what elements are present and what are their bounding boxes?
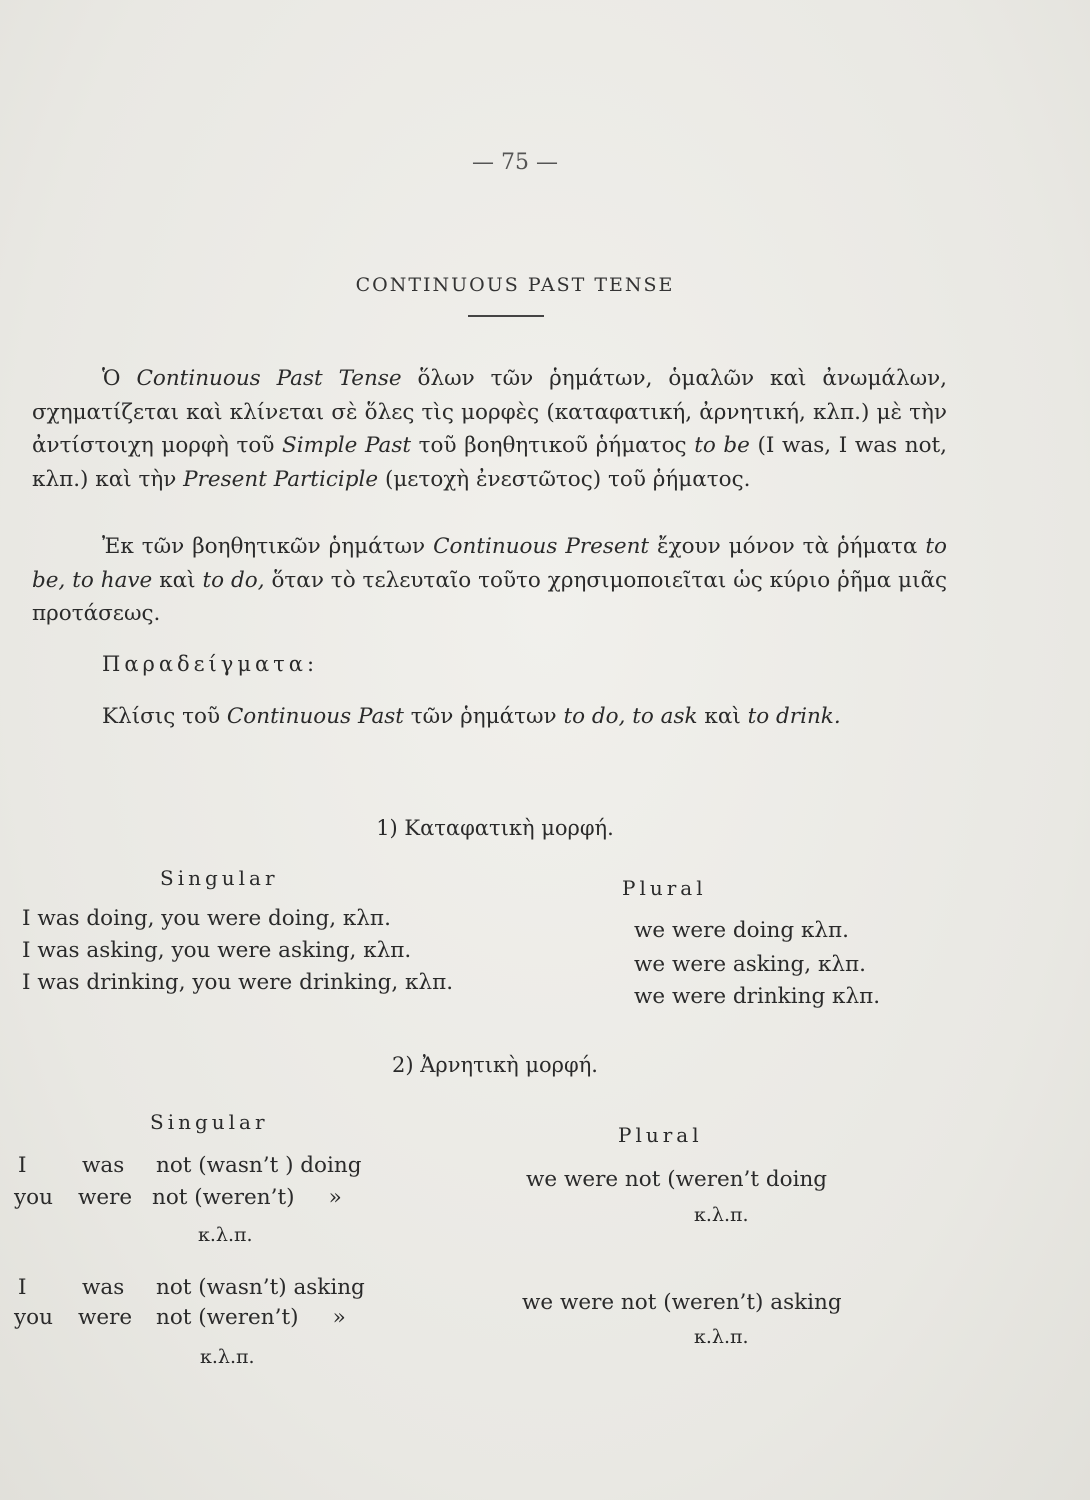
affirmative-plural-label: Plural xyxy=(622,876,707,900)
negative-singular-subject: I xyxy=(18,1275,27,1300)
term-continuous-past: Continuous Past xyxy=(226,704,404,729)
text-run: τοῦ βοηθητικοῦ ῥήματος xyxy=(411,433,695,458)
etc-note: κ.λ.π. xyxy=(198,1224,253,1246)
term-continuous-present: Continuous Present xyxy=(433,534,650,559)
term-to-drink: to drink. xyxy=(747,704,841,729)
affirmative-plural-row: we were asking, κλπ. xyxy=(634,952,866,977)
text-run: Κλίσις τοῦ xyxy=(102,704,227,729)
term-present-participle: Present Participle xyxy=(183,466,379,492)
section-title: CONTINUOUS PAST TENSE xyxy=(355,274,675,296)
text-run: καὶ xyxy=(152,567,203,593)
text-run: Ἐκ τῶν βοηθητικῶν ῥημάτων xyxy=(102,534,434,559)
page-number: — 75 — xyxy=(472,150,558,175)
negative-singular-verb: was xyxy=(82,1275,125,1300)
negative-singular-subject: I xyxy=(18,1153,27,1178)
negative-singular-verb: were xyxy=(78,1185,133,1210)
negative-singular-subject: you xyxy=(14,1185,53,1210)
negative-singular-rest: not (wasn’t ) doing xyxy=(156,1153,362,1178)
negative-singular-verb: were xyxy=(78,1305,133,1330)
negative-plural-row: we were not (weren’t) asking xyxy=(522,1290,842,1315)
negative-singular-label: Singular xyxy=(150,1110,269,1134)
negative-plural-row: we were not (weren’t doing xyxy=(526,1167,828,1192)
text-run: καὶ xyxy=(697,704,748,729)
text-run: ἔχουν μόνον τὰ ῥήματα xyxy=(649,534,926,559)
text-run: (μετοχὴ ἐνεστῶτος) τοῦ ῥήματος. xyxy=(378,466,751,492)
affirmative-singular-label: Singular xyxy=(160,866,279,890)
term-verbs: to do, to ask xyxy=(563,704,698,729)
text-run: τῶν ῥημάτων xyxy=(403,704,564,729)
negative-singular-subject: you xyxy=(14,1305,53,1330)
text-run: ὅλων τῶν ῥημάτων, ὁμαλῶν καὶ ἀνωμάλων, σχηματίζεται καὶ κλίνεται σὲ ὅλες τὶς μορφὲς (καταφατική, ἀρνητική, κλπ.) μὲ τὴν ἀντίστοιχη μορφὴ τοῦ xyxy=(32,366,948,458)
paragraph-intro xyxy=(32,362,947,496)
affirmative-singular-row: I was doing, you were doing, κλπ. xyxy=(22,906,391,931)
text-run: Ὁ xyxy=(102,366,137,391)
title-rule xyxy=(468,315,544,317)
paragraph-auxiliaries xyxy=(32,530,947,631)
text-run: ὅταν τὸ τελευταῖο τοῦτο χρησιμοποιεῖται ὡς κύριο ῥῆμα μιᾶς προτάσεως. xyxy=(32,567,948,626)
affirmative-singular-row: I was drinking, you were drinking, κλπ. xyxy=(22,970,454,995)
affirmative-heading: 1) Καταφατικὴ μορφή. xyxy=(376,816,614,840)
term-simple-past: Simple Past xyxy=(282,433,412,458)
term-to-do: to do, xyxy=(202,567,265,593)
affirmative-plural-row: we were doing κλπ. xyxy=(634,918,849,943)
term-to-be-to-have: to be, to have xyxy=(32,534,947,593)
negative-singular-verb: was xyxy=(82,1153,125,1178)
paragraph-conjugation xyxy=(32,700,947,734)
etc-note: κ.λ.π. xyxy=(694,1204,749,1226)
etc-note: κ.λ.π. xyxy=(694,1326,749,1348)
text-run: (I was, I was not, κλπ.) καὶ τὴν xyxy=(32,433,948,492)
negative-singular-rest: not (weren’t) » xyxy=(156,1305,346,1330)
affirmative-plural-row: we were drinking κλπ. xyxy=(634,984,881,1009)
negative-singular-rest: not (wasn’t) asking xyxy=(156,1275,365,1300)
affirmative-singular-row: I was asking, you were asking, κλπ. xyxy=(22,938,412,963)
etc-note: κ.λ.π. xyxy=(200,1346,255,1368)
negative-plural-label: Plural xyxy=(618,1123,703,1147)
examples-label: Παραδείγματα: xyxy=(102,652,319,676)
negative-singular-rest: not (weren’t) » xyxy=(152,1185,342,1210)
term-to-be: to be xyxy=(694,433,750,458)
term-continuous-past: Continuous Past Tense xyxy=(136,366,402,391)
negative-heading: 2) Ἀρνητικὴ μορφή. xyxy=(392,1053,598,1077)
